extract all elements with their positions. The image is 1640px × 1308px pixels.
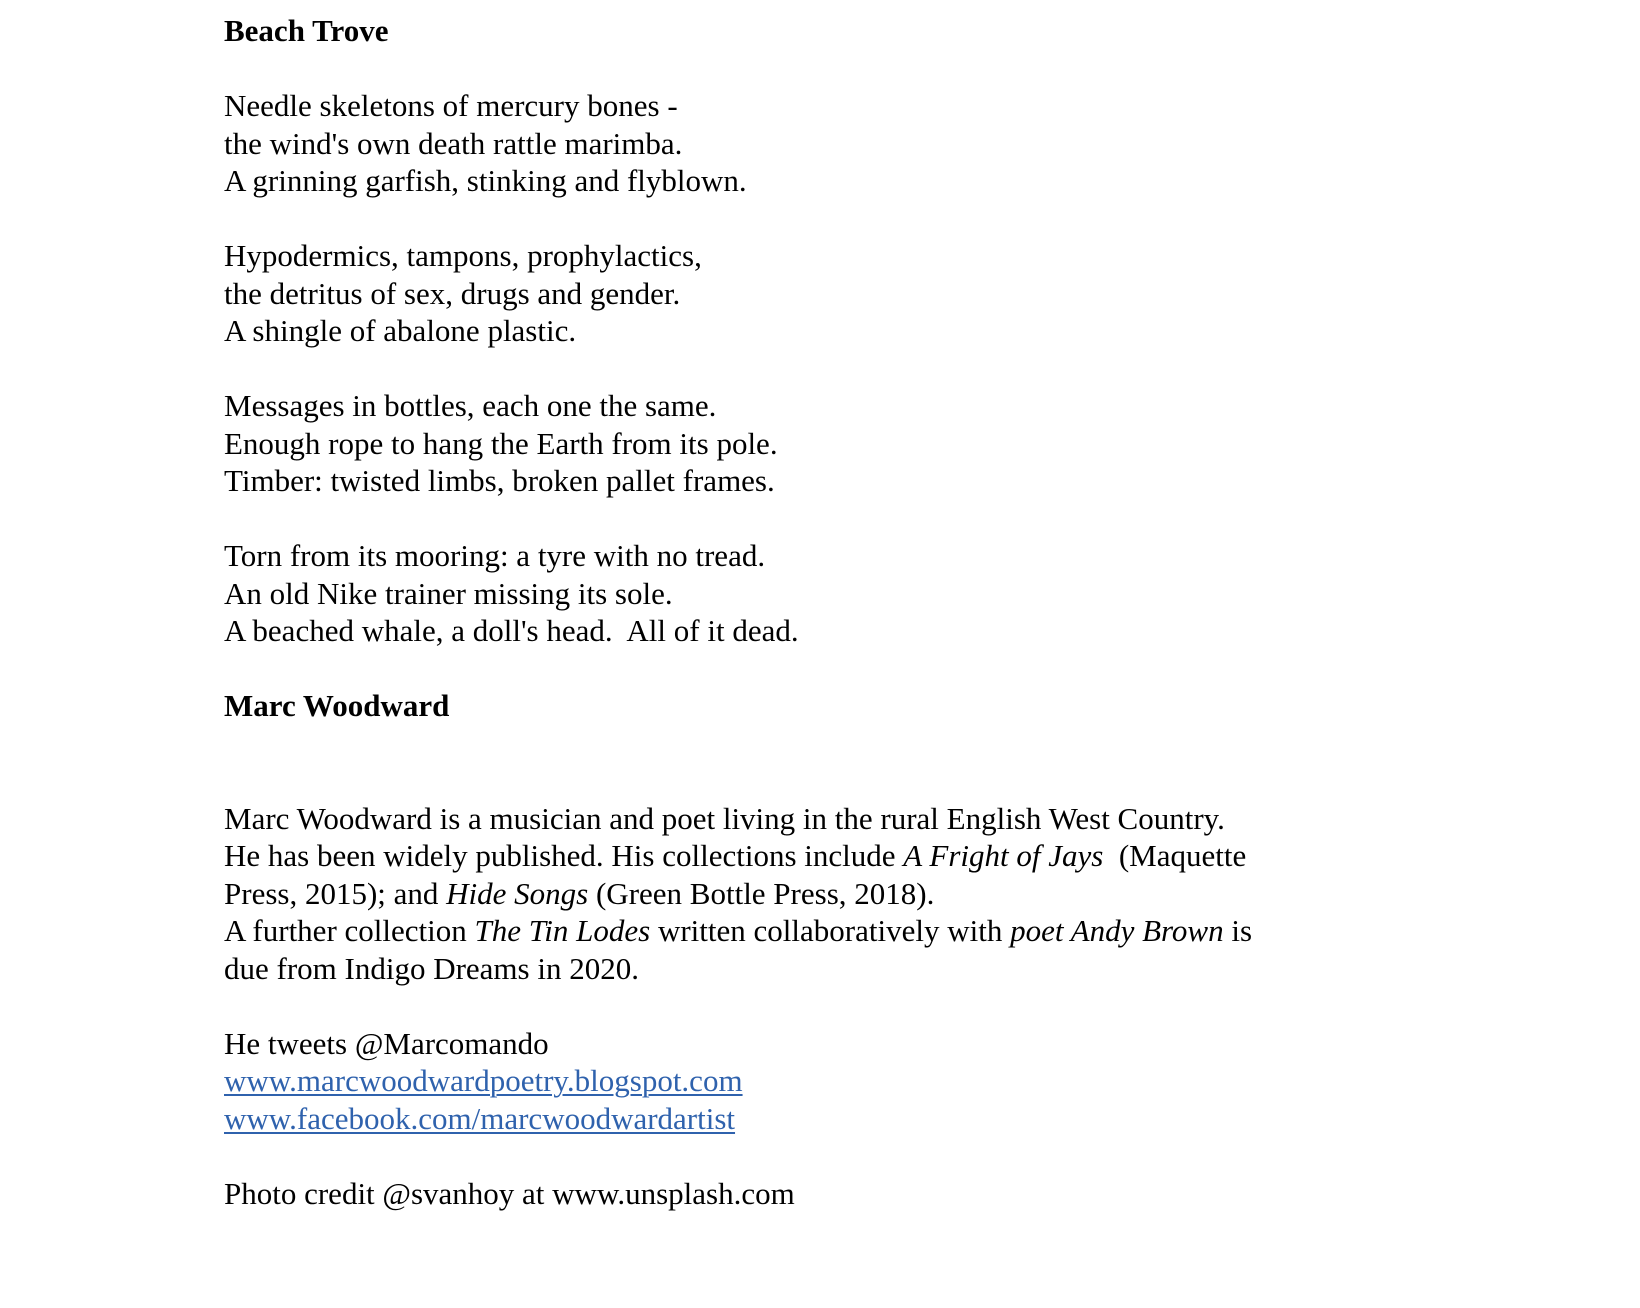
- photo-credit: Photo credit @svanhoy at www.unsplash.com: [224, 1175, 795, 1211]
- poem-stanza: [224, 537, 1374, 650]
- poem-line: Torn from its mooring: a tyre with no tread.: [224, 538, 766, 573]
- poem-line: A shingle of abalone plastic.: [224, 313, 577, 348]
- poem-line: An old Nike trainer missing its sole.: [224, 575, 673, 611]
- poem-line: Timber: twisted limbs, broken pallet frames.: [224, 463, 775, 498]
- book-title: The Tin Lodes: [474, 913, 651, 948]
- poem-line: A grinning garfish, stinking and flyblown.: [224, 163, 747, 198]
- poem-stanza: [224, 237, 1374, 350]
- bio-line: He has been widely published. His collections include A Fright of Jays (Maquette: [224, 838, 1247, 873]
- poem-line: Needle skeletons of mercury bones -: [224, 88, 678, 123]
- twitter-handle-text: He tweets @Marcomando: [224, 1025, 549, 1061]
- poem-line: Hypodermics, tampons, prophylactics,: [224, 238, 702, 273]
- collaborator-name: poet Andy Brown: [1010, 913, 1224, 948]
- poem-stanza: [224, 87, 1374, 200]
- poem-line: the detritus of sex, drugs and gender.: [224, 275, 681, 311]
- poem-title: Beach Trove: [224, 13, 389, 48]
- bio-line: due from Indigo Dreams in 2020.: [224, 950, 639, 986]
- poem-line: A beached whale, a doll's head. All of it dead.: [224, 613, 799, 648]
- book-title: A Fright of Jays: [903, 838, 1104, 873]
- bio-line: A further collection The Tin Lodes written collaboratively with poet Andy Brown is: [224, 913, 1253, 948]
- author-name: Marc Woodward: [224, 688, 450, 723]
- poem-line: the wind's own death rattle marimba.: [224, 125, 683, 161]
- poem-line: Messages in bottles, each one the same.: [224, 388, 717, 423]
- facebook-link[interactable]: www.facebook.com/marcwoodwardartist: [224, 1100, 736, 1136]
- book-title: Hide Songs: [446, 875, 589, 911]
- author-bio: [224, 800, 1374, 988]
- blog-link[interactable]: www.marcwoodwardpoetry.blogspot.com: [224, 1063, 743, 1098]
- poem-stanza: [224, 387, 1374, 500]
- document-page: [224, 12, 1374, 1212]
- bio-line: Marc Woodward is a musician and poet living in the rural English West Country.: [224, 800, 1225, 836]
- bio-line: Press, 2015); and Hide Songs (Green Bottle Press, 2018).: [224, 875, 935, 911]
- poem-line: Enough rope to hang the Earth from its pole.: [224, 425, 778, 461]
